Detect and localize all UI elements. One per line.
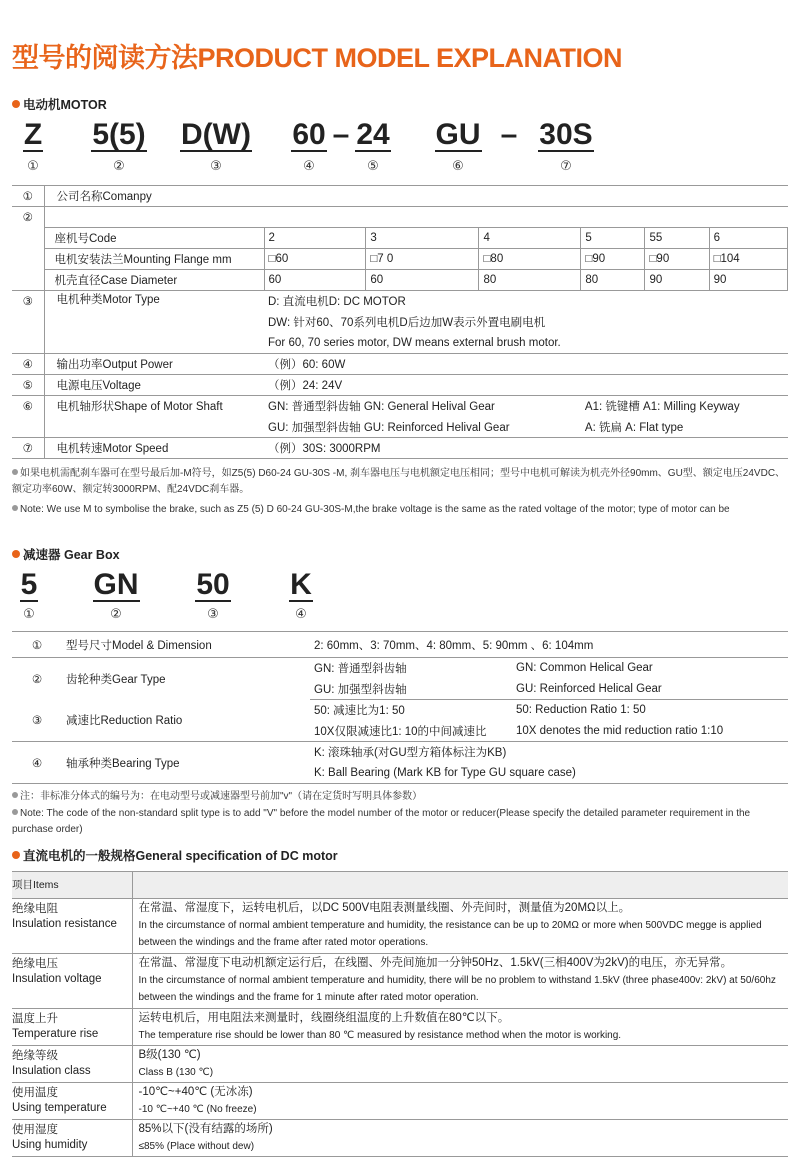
- diameter-cell: 60: [264, 270, 366, 291]
- motor-code-shaft: GU: [435, 118, 481, 151]
- flange-cell: □80: [479, 249, 581, 270]
- table-row: [12, 438, 788, 459]
- diameter-cell: 80: [581, 270, 645, 291]
- empty-cell: [44, 207, 788, 228]
- row-number: ①: [12, 632, 62, 658]
- bullet-dot-icon: [12, 792, 18, 798]
- spec-value-en: ≤85% (Place without dew): [138, 1141, 255, 1152]
- row-number: ⑦: [12, 438, 44, 459]
- motor-code-voltage: 24: [356, 118, 390, 151]
- motor-type-line: For 60, 70 series motor, DW means external brush motor.: [268, 336, 561, 349]
- motor-code-num: ①: [27, 158, 39, 173]
- row-label: 齿轮种类Gear Type: [66, 673, 166, 686]
- spec-item-en: Insulation voltage: [12, 973, 102, 985]
- row-value: （例）30S: 3000RPM: [264, 438, 788, 459]
- motor-code-num: ⑦: [560, 158, 572, 173]
- row-number: ④: [12, 742, 62, 784]
- diameter-cell: 90: [709, 270, 787, 291]
- spec-item-en: Insulation class: [12, 1065, 91, 1077]
- note-text: Note: We use M to symbolise the brake, such as Z5 (5) D 60-24 GU-30S-M,the brake voltage is the same as the rated voltage of the motor; type of motor can be: [20, 504, 730, 515]
- table-row: [12, 375, 788, 396]
- ratio-cell: 10X仅限减速比1: 10的中间减速比: [310, 721, 512, 742]
- row-number: ④: [12, 354, 44, 375]
- table-row: [12, 1083, 788, 1120]
- table-row: [12, 312, 788, 333]
- table-row: [12, 1046, 788, 1083]
- motor-spec-table: [12, 185, 788, 459]
- row-number: ⑥: [12, 396, 44, 438]
- gear-code-ratio: 50: [196, 568, 230, 601]
- diameter-cell: 90: [645, 270, 709, 291]
- general-spec-table: [12, 871, 788, 1157]
- note-text: 如果电机需配刹车器可在型号最后加-M符号，如Z5(5) D60-24 GU-30S -M, 刹车器电压与电机额定电压相同；型号中电机可解读为机壳外径90mm、GU型、额定电压24VDC、额定功率60W、额定转3000RPM、配24VDC刹车器。: [12, 468, 786, 495]
- ratio-cell: 50: 减速比为1: 50: [314, 705, 405, 718]
- spec-value-en: In the circumstance of normal ambient temperature and humidity, there will be no problem to withstand 1.5kV (three phase400v: 2kV) at 50/60hz between the windings and the frame for 1 minute after rated motor operation.: [138, 975, 776, 1003]
- row-number: ③: [12, 700, 62, 742]
- table-row: [12, 270, 788, 291]
- table-row: [12, 1009, 788, 1046]
- spec-item-en: Temperature rise: [12, 1028, 99, 1040]
- empty-cell: [44, 417, 264, 438]
- row-number: ③: [12, 291, 44, 354]
- gear-type-cell: GU: Reinforced Helical Gear: [512, 679, 788, 700]
- spec-value-en: Class B (130 ℃): [138, 1067, 214, 1078]
- motor-code-num: ⑤: [367, 158, 379, 173]
- empty-cell: [12, 228, 44, 249]
- bullet-dot-icon: [12, 100, 20, 108]
- table-row: [12, 228, 788, 249]
- row-value: 2: 60mm、3: 70mm、4: 80mm、5: 90mm 、6: 104mm: [310, 632, 788, 658]
- row-value: （例）60: 60W: [264, 354, 788, 375]
- row-label: 公司名称Comanpy: [44, 186, 788, 207]
- row-label: 电机安装法兰Mounting Flange mm: [44, 249, 264, 270]
- table-row: [12, 207, 788, 228]
- row-number: ①: [12, 186, 44, 207]
- motor-note-en: [12, 502, 790, 518]
- motor-code-num: ③: [210, 158, 222, 173]
- diameter-cell: 80: [479, 270, 581, 291]
- gear-code-num: ①: [23, 606, 35, 621]
- table-row: [12, 396, 788, 417]
- row-number: ②: [12, 207, 44, 228]
- spec-item-en: Using temperature: [12, 1102, 107, 1114]
- flange-cell: □7 0: [366, 249, 479, 270]
- frame-code-cell: 3: [366, 228, 479, 249]
- empty-cell: [132, 872, 788, 899]
- spec-value-zh: 运转电机后，用电阻法来测量时，线圈绕组温度的上升数值在80℃以下。: [138, 1012, 510, 1024]
- shaft-type-cell: GU: 加强型斜齿轴 GU: Reinforced Helival Gear: [268, 421, 510, 434]
- spec-value-en: The temperature rise should be lower than 80 ℃ measured by resistance method when the motor is working.: [138, 1030, 622, 1041]
- spec-value-zh: B级(130 ℃): [138, 1049, 201, 1061]
- motor-heading: [12, 95, 107, 113]
- table-row: [12, 954, 788, 1009]
- note-text: 注：非标准分体式的编号为：在电动型号或减速器型号前加"v"（请在定货时写明具体参数）: [20, 791, 423, 802]
- spec-item-en: Insulation resistance: [12, 918, 117, 930]
- row-label: 轴承种类Bearing Type: [62, 742, 310, 784]
- header-label: 项目Items: [12, 872, 132, 899]
- row-label: 机壳直径Case Diameter: [44, 270, 264, 291]
- diameter-cell: 60: [366, 270, 479, 291]
- empty-cell: [44, 333, 264, 354]
- spec-item-zh: 温度上升: [12, 1013, 58, 1025]
- bullet-dot-icon: [12, 550, 20, 558]
- ratio-cell: 10X denotes the mid reduction ratio 1:10: [512, 721, 788, 742]
- table-row: [12, 899, 788, 954]
- bullet-dot-icon: [12, 469, 18, 475]
- table-row: [12, 186, 788, 207]
- spec-value-zh: 85%以下(没有结露的场所): [138, 1123, 273, 1135]
- motor-code-power: 60: [292, 118, 326, 151]
- ratio-cell: 50: Reduction Ratio 1: 50: [516, 704, 646, 717]
- table-row: [12, 249, 788, 270]
- table-header-row: [12, 872, 788, 899]
- spec-value-en: In the circumstance of normal ambient temperature and humidity, the resistance can be up to 20MΩ or more when 500VDC megge is applied between the windings and the frame after rated motor operations.: [138, 920, 762, 948]
- row-number: ⑤: [12, 375, 44, 396]
- table-row: [12, 742, 788, 763]
- gear-type-cell: GN: 普通型斜齿轴: [314, 663, 407, 676]
- table-row: [12, 291, 788, 312]
- row-number: ②: [31, 673, 43, 686]
- frame-code-cell: 55: [645, 228, 709, 249]
- gear-heading-text: 减速器 Gear Box: [23, 548, 120, 562]
- empty-cell: [44, 312, 264, 333]
- gear-code-size: 5: [20, 568, 38, 601]
- note-text: Note: The code of the non-standard split type is to add "V" before the model number of the motor or reducer(Please specify the detailed parameter requirement in the purchase order): [12, 808, 751, 835]
- table-row: [12, 1120, 788, 1157]
- motor-code-z: Z: [23, 118, 43, 151]
- row-label: 电机轴形状Shape of Motor Shaft: [44, 396, 264, 417]
- frame-code-cell: 2: [264, 228, 366, 249]
- spec-item-zh: 绝缘电压: [12, 958, 58, 970]
- motor-code-num: ④: [303, 158, 315, 173]
- motor-note-zh: [12, 466, 790, 498]
- motor-type-line: D: 直流电机D: DC MOTOR: [264, 291, 788, 312]
- row-label: 电机种类Motor Type: [44, 291, 264, 312]
- gear-note-en: [12, 806, 790, 838]
- spec-heading-text: 直流电机的一般规格General specification of DC motor: [23, 849, 338, 863]
- row-label: 座机号Code: [44, 228, 264, 249]
- motor-heading-text: 电动机MOTOR: [23, 98, 107, 112]
- gear-code-num: ③: [207, 606, 219, 621]
- shaft-type-cell: GN: 普通型斜齿轴 GN: General Helival Gear: [264, 396, 581, 417]
- row-label: 输出功率Output Power: [44, 354, 264, 375]
- row-label: 电机转速Motor Speed: [44, 438, 264, 459]
- shaft-type-cell: A: 铣扁 A: Flat type: [584, 421, 684, 434]
- flange-cell: □90: [645, 249, 709, 270]
- spec-value-zh: 在常温、常湿度下电动机额定运行后，在线圈、外壳间施加一分钟50Hz、1.5kV(三相400V为2kV)的电压，亦无异常。: [138, 957, 733, 969]
- gear-type-cell: GU: 加强型斜齿轴: [310, 679, 512, 700]
- flange-cell: □60: [264, 249, 366, 270]
- empty-cell: [12, 270, 44, 291]
- table-row: [12, 417, 788, 438]
- frame-code-cell: 4: [479, 228, 581, 249]
- spec-heading: [12, 846, 338, 864]
- motor-code-num: ⑥: [452, 158, 464, 173]
- spec-item-zh: 绝缘等级: [12, 1050, 58, 1062]
- row-value: （例）24: 24V: [264, 375, 788, 396]
- gear-code-type: GN: [93, 568, 139, 601]
- gear-code-num: ④: [295, 606, 307, 621]
- spec-item-zh: 使用湿度: [12, 1124, 58, 1136]
- frame-code-cell: 5: [581, 228, 645, 249]
- motor-code-type: D(W): [181, 118, 251, 151]
- spec-item-en: Using humidity: [12, 1139, 88, 1151]
- gear-heading: [12, 545, 120, 563]
- bullet-dot-icon: [12, 505, 18, 511]
- row-label: 电源电压Voltage: [44, 375, 264, 396]
- bullet-dot-icon: [12, 851, 20, 859]
- table-row: [12, 700, 788, 721]
- row-label: 型号尺寸Model & Dimension: [62, 632, 310, 658]
- empty-cell: [12, 249, 44, 270]
- spec-item-zh: 使用温度: [12, 1087, 58, 1099]
- flange-cell: □90: [581, 249, 645, 270]
- table-row: [12, 354, 788, 375]
- flange-cell: □104: [709, 249, 787, 270]
- bearing-cell: K: Ball Bearing (Mark KB for Type GU square case): [310, 763, 788, 784]
- gear-note-zh: [12, 789, 790, 805]
- motor-type-line: DW: 针对60、70系列电机D后边加W表示外置电刷电机: [268, 317, 546, 329]
- table-row: [12, 632, 788, 658]
- motor-code-dash-1: –: [332, 118, 350, 151]
- motor-code-dash-2: –: [500, 118, 518, 151]
- bullet-dot-icon: [12, 809, 18, 815]
- spec-value-zh: -10℃~+40℃ (无冰冻): [138, 1086, 253, 1098]
- motor-code-speed: 30S: [539, 118, 593, 151]
- gear-code-bearing: K: [290, 568, 312, 601]
- page-title: 型号的阅读方法PRODUCT MODEL EXPLANATION: [12, 43, 623, 73]
- shaft-type-cell: A1: 铣键槽 A1: Milling Keyway: [581, 396, 788, 417]
- motor-code-num: ②: [113, 158, 125, 173]
- spec-item-zh: 绝缘电阻: [12, 903, 58, 915]
- gear-code-num: ②: [110, 606, 122, 621]
- gear-spec-table: [12, 631, 788, 784]
- frame-code-cell: 6: [709, 228, 787, 249]
- table-row: [12, 658, 788, 679]
- gear-type-cell: GN: Common Helical Gear: [516, 662, 653, 675]
- motor-code-frame: 5(5): [92, 118, 146, 151]
- table-row: [12, 333, 788, 354]
- spec-value-zh: 在常温、常湿度下，运转电机后，以DC 500V电阻表测量线圈、外壳间时，测量值为20MΩ以上。: [138, 902, 631, 914]
- bearing-cell: K: 滚珠轴承(对GU型方箱体标注为KB): [314, 747, 507, 760]
- spec-value-en: -10 ℃~+40 ℃ (No freeze): [138, 1104, 257, 1115]
- row-label: 减速比Reduction Ratio: [62, 700, 310, 742]
